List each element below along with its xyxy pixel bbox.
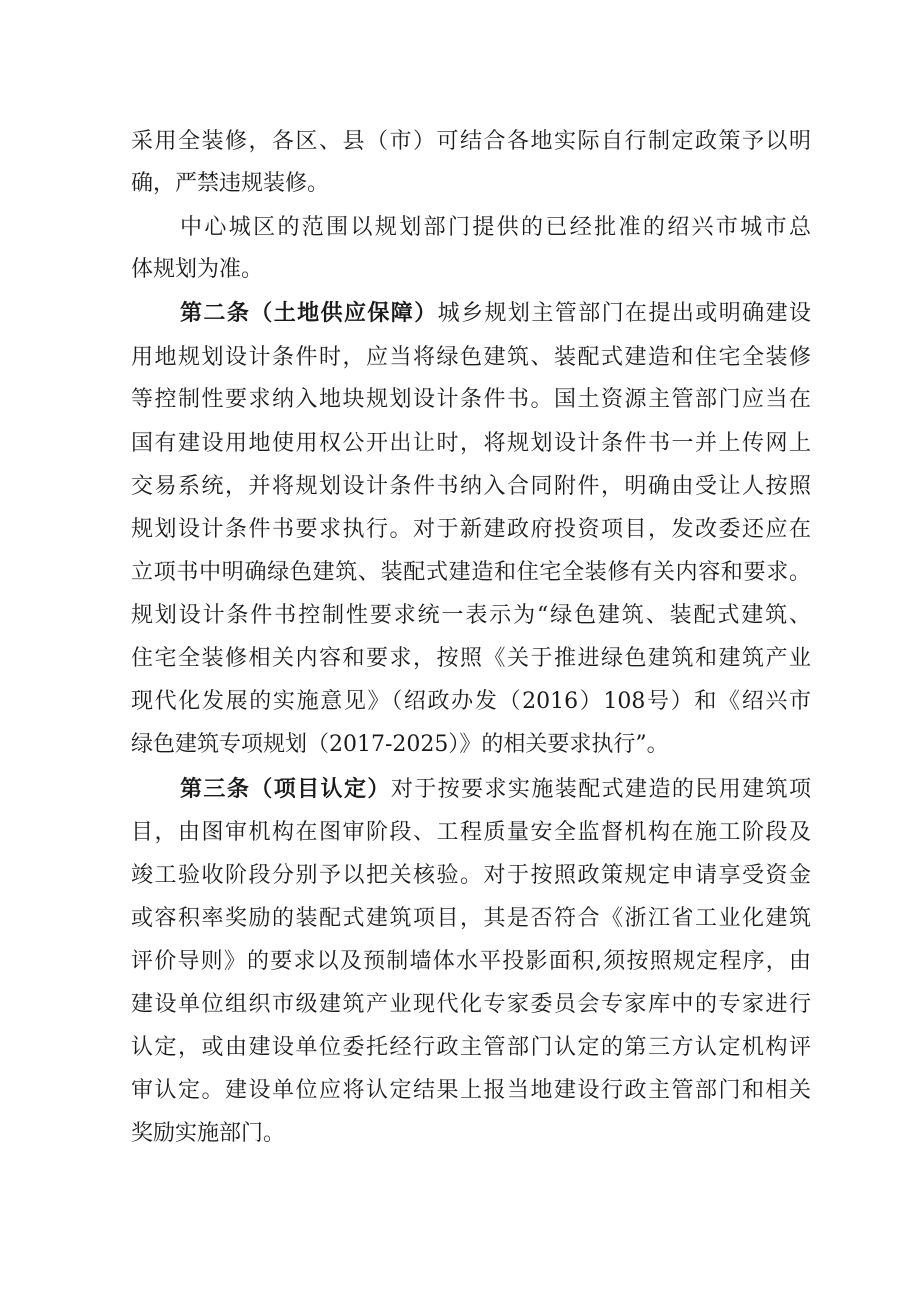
text-span: 对于按要求实施装配式建造的民用建筑项 bbox=[390, 777, 811, 802]
text-line: 竣工验收阶段分别予以把关核验。对于按照政策规定申请享受资金 bbox=[131, 863, 811, 888]
text-line: 现代化发展的实施意见》（绍政办发（2016）108号）和《绍兴市 bbox=[131, 689, 811, 714]
text-line: 审认定。建设单位应将认定结果上报当地建设行政主管部门和相关 bbox=[131, 1078, 811, 1103]
article-3-line bbox=[180, 775, 811, 805]
text-line: 绿色建筑专项规划（2017-2025）》的相关要求执行”。 bbox=[131, 732, 669, 757]
article-2-heading: 第二条（土地供应保障） bbox=[180, 301, 438, 326]
article-3-heading: 第三条（项目认定） bbox=[180, 777, 391, 802]
text-line: 等控制性要求纳入地块规划设计条件书。国土资源主管部门应当在 bbox=[131, 387, 811, 412]
text-line: 评价导则》的要求以及预制墙体水平投影面积,须按照规定程序，由 bbox=[131, 949, 811, 974]
text-line: 目，由图审机构在图审阶段、工程质量安全监督机构在施工阶段及 bbox=[131, 820, 811, 845]
article-2-line bbox=[180, 299, 811, 329]
text-line: 奖励实施部门。 bbox=[131, 1121, 286, 1146]
text-line: 用地规划设计条件时，应当将绿色建筑、装配式建造和住宅全装修 bbox=[131, 345, 811, 370]
text-line: 规划设计条件书要求执行。对于新建政府投资项目，发改委还应在 bbox=[131, 517, 811, 542]
text-line: 规划设计条件书控制性要求统一表示为“绿色建筑、装配式建筑、 bbox=[131, 603, 811, 628]
text-line: 体规划为准。 bbox=[131, 257, 264, 282]
text-line: 立项书中明确绿色建筑、装配式建造和住宅全装修有关内容和要求。 bbox=[131, 560, 811, 585]
text-line: 中心城区的范围以规划部门提供的已经批准的绍兴市城市总 bbox=[180, 215, 811, 240]
text-line: 或容积率奖励的装配式建筑项目，其是否符合《浙江省工业化建筑 bbox=[131, 906, 811, 931]
text-span: 城乡规划主管部门在提出或明确建设 bbox=[437, 301, 811, 326]
text-line: 建设单位组织市级建筑产业现代化专家委员会专家库中的专家进行 bbox=[131, 992, 811, 1017]
text-line: 国有建设用地使用权公开出让时，将规划设计条件书一并上传网上 bbox=[131, 431, 811, 456]
text-line: 采用全装修，各区、县（市）可结合各地实际自行制定政策予以明 bbox=[131, 129, 811, 154]
text-line: 交易系统，并将规划设计条件书纳入合同附件，明确由受让人按照 bbox=[131, 474, 811, 499]
text-line: 住宅全装修相关内容和要求，按照《关于推进绿色建筑和建筑产业 bbox=[131, 646, 811, 671]
text-line: 确，严禁违规装修。 bbox=[131, 171, 330, 196]
text-line: 认定，或由建设单位委托经行政主管部门认定的第三方认定机构评 bbox=[131, 1035, 811, 1060]
